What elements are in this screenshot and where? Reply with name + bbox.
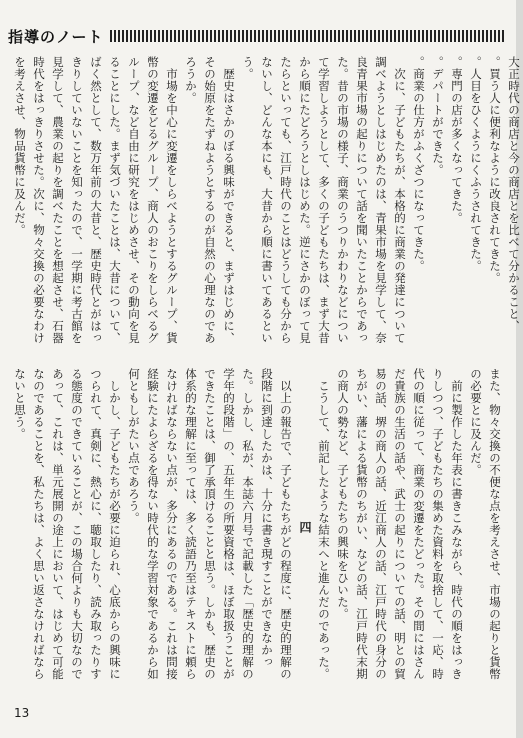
list-item: 。商業の仕方がふくざつになってきた。 [412,56,426,272]
upper-vertical-text [10,56,523,348]
list-item: 。人目をひくようにくふうされてきた。 [469,56,483,272]
paragraph: また、物々交換の不便な点を考えさせ、市場の起りと貨幣の必要とに及んだ。 [469,368,502,680]
section-number: 四 [298,520,312,534]
section-header [8,26,504,46]
header-title: 指導のノート [8,27,104,46]
paragraph: 歴史はさかのぼる興味ができると、まずはじめに、その始原をたずねようとするのが自然の心理なのであろうか。 [184,56,236,344]
upper-text-band [10,56,521,348]
lower-vertical-text [10,368,504,686]
paragraph: こうして、前記したような結末へと進んだのであった。 [317,379,331,680]
paragraph: 次に、子どもたちが、本格的に商業の発達について調べようとしはじめたのは、青果市場を見学して、奈良青果市場の起りについて話を聞いたことからであった。昔の市場の様子、商業のうつりかわりなどについて学習しようとして、多くの子どもたちは、まず大昔から順にたどろうとしはじめた。逆にさかのぼって見たらといっても、江戸時代のことはどうしても分からないし、どんな本にも、大昔から順に書いてあるという。 [241,56,407,344]
paragraph: 市場を中心に変遷をしらべようとするグループ、貨幣の変遷をどるグループ、商人のおこりをしらべるグループ、など自由に研究をはじめさせ、その動向を見ることにした。まず気づいたことは、大昔について、ばく然として、数万年前の大昔と、歴史時代とがはっきりしていないことを知ったので、一学期に考古館を見学して、農業の起りを調べたことを想起させ、石器時代をはっきりさせた。次に、物々交換の必要なわけを考えさせ、物品貨幣に及んだ。 [13,56,179,344]
list-item: 。買う人に便利なように改良されてきた。 [488,56,502,284]
article-body [10,56,521,686]
list-item: 。専門の店が多くなってきた。 [450,56,464,224]
list-item: 。デパートができた。 [431,56,445,176]
paragraph: 前に製作した年表に書きこみながら、時代の順をはっきりしつつ、子どもたちの集めた資料を取捨して、一応、時代の順に従って、商業の変遷をたどった。その間にはさんだ貴族の生活の話や、武士の起りについての話、明との貿易の話、堺の商人の話、近江商人の話、江戸時代の身分のちがい、藩による貨幣のちがい、などの話、江戸時代末期の商人の勢など、子どもたちの興味をひいた。 [336,368,464,680]
page-number: 13 [14,706,30,720]
header-rule [110,30,504,42]
paragraph: 以上の報告で、子どもたちがどの程度に、歴史的理解の段階に到達したかは、十分に書き現すことができなかった。しかし、私が、本誌六月号で記載した「歴史的理解の学年的段階」の、五年生の所要資格は、ほぼ取扱うことができたことは、御了承頂けることと思う。しかも、歴史の体系的な理解に至っては、多く読語乃至はテキストに頼らなければならない点が、多分にあるのである。これは問接経験にたよらざるを得ない時代的な学習対象であるから如何ともしがたい点であろう。 [127,368,293,680]
paragraph: 大正時代の商店と今の商店とを比べて分かること、 [507,56,521,332]
lower-text-band [10,368,504,686]
paragraph: しかし、子どもたちが必要に迫られ、心底からの興味につられて、真剣に、熱心に、聴取したり、読み取ったりする態度のできていることが、この場合何よりも大切なのであって、これは、単元展開の途上において、はじめて可能なのであることを、私たちは、よく思い返さなければならないと思う。 [13,368,122,680]
